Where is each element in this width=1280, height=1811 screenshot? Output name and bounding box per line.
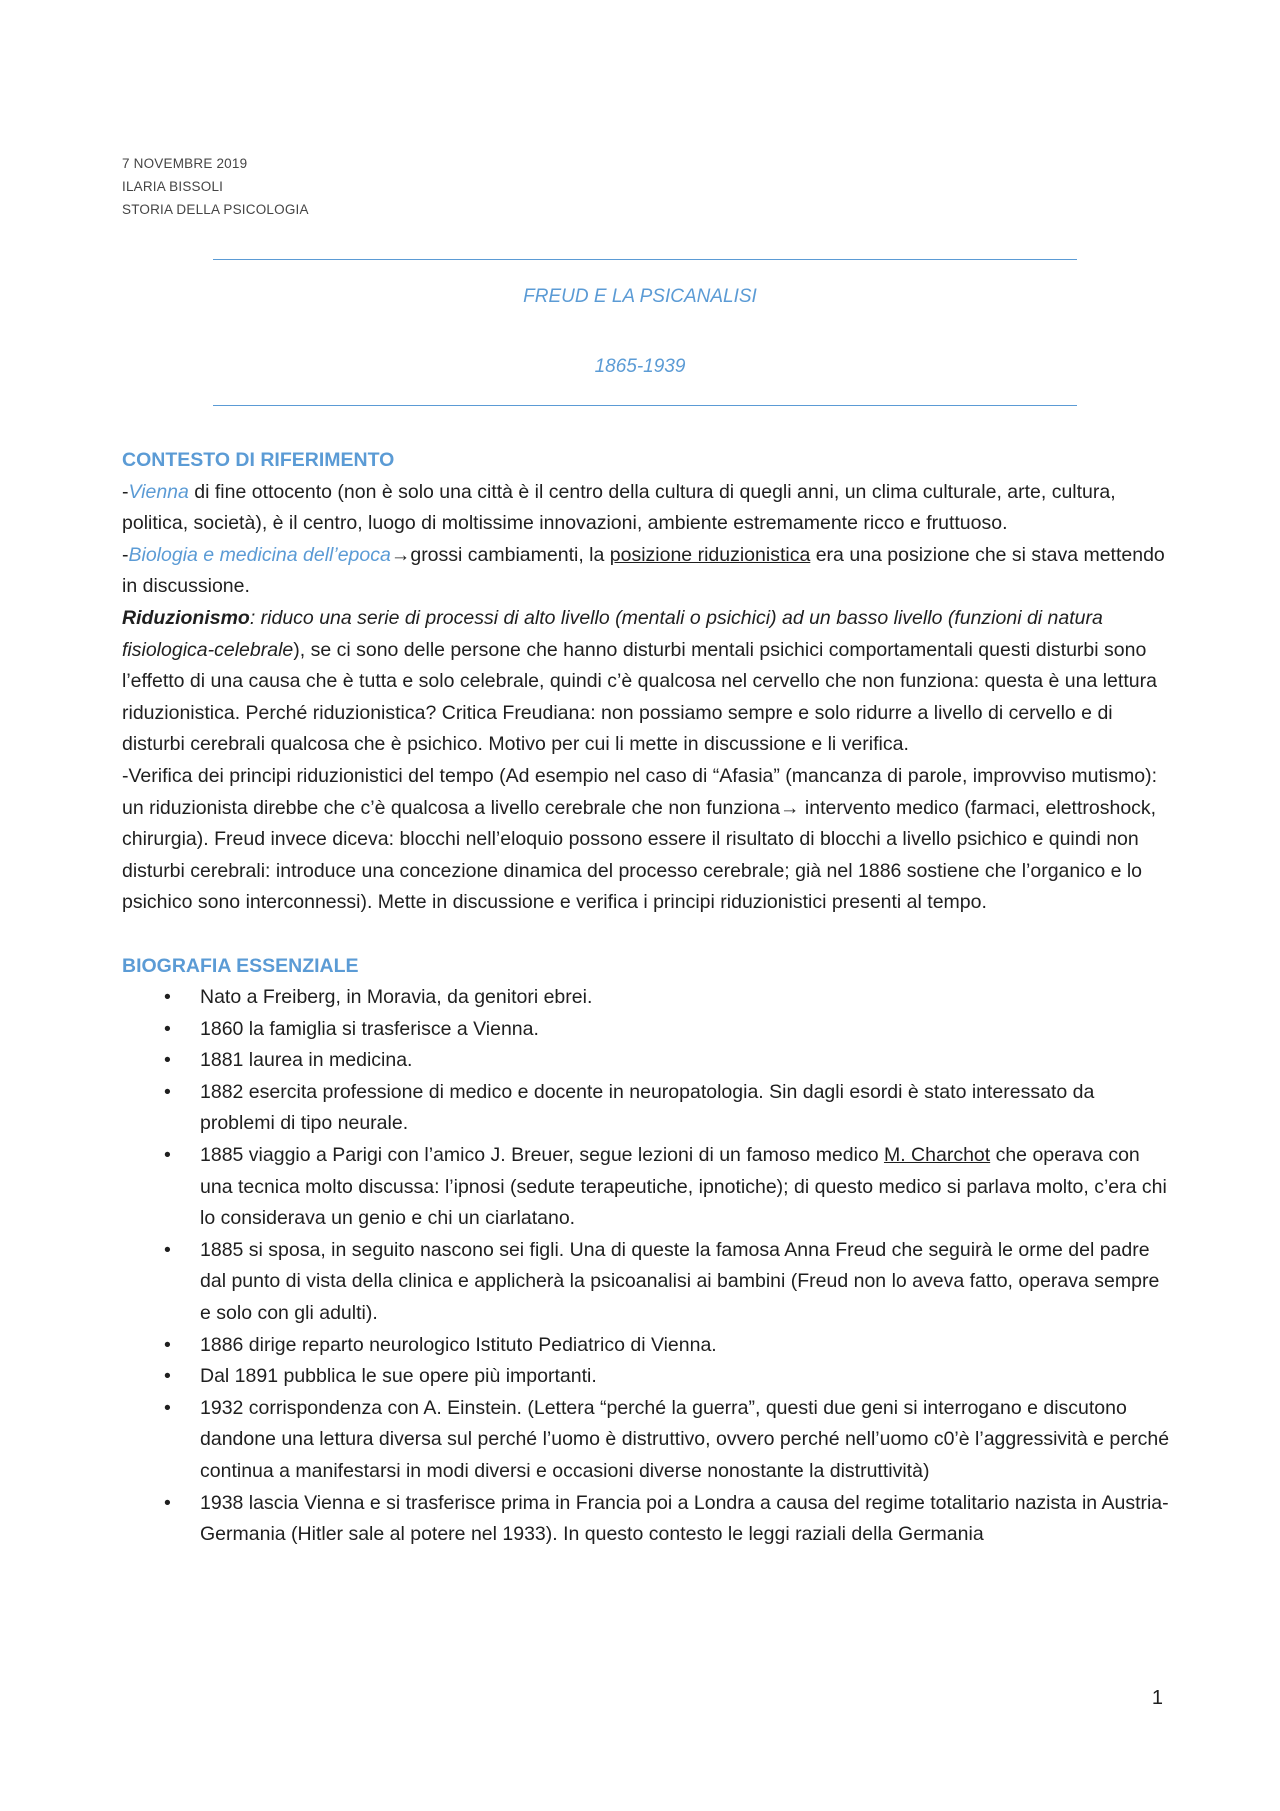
document-body <box>122 445 1172 1551</box>
list-item <box>122 982 1172 1014</box>
header-date: 7 NOVEMBRE 2019 <box>122 156 248 171</box>
title-bottom-rule <box>213 405 1077 406</box>
paragraph-verifica <box>122 761 1172 919</box>
list-item <box>122 1393 1172 1488</box>
paragraph-vienna <box>122 477 1172 540</box>
dash: - <box>122 480 129 503</box>
biologia-text-a: grossi cambiamenti, la <box>410 543 610 566</box>
section-heading-biografia: BIOGRAFIA ESSENZIALE <box>122 954 359 977</box>
list-item-text: Dal 1891 pubblica le sue opere più importanti. <box>200 1365 597 1388</box>
list-item-text: 1860 la famiglia si trasferisce a Vienna. <box>200 1017 539 1040</box>
page-number: 1 <box>1151 1687 1163 1709</box>
document-subtitle: 1865-1939 <box>594 356 686 377</box>
paragraph-riduzionismo <box>122 603 1172 761</box>
list-item-text: che operava con una tecnica molto discussa: l’ipnosi (sedute terapeutiche, ipnotiche); di questo medico si parlava molto, c’era chi lo considerava un genio e chi un ciarlatano. <box>200 1144 1167 1230</box>
list-item <box>122 1140 1172 1235</box>
verifica-text-a: -Verifica dei principi riduzionistici del tempo (Ad esempio nel caso di “Afasia” (mancanza di parole, improvviso mutismo): un riduzionista direbbe che c’è qualcosa a livello cerebrale che non funziona <box>122 764 1158 819</box>
riduzionismo-definition: : riduco una serie di processi di alto livello (mentali o psichici) ad un basso livello (funzioni di natura fisiologica-celebrale <box>122 606 1103 661</box>
list-item-text: 1882 esercita professione di medico e docente in neuropatologia. Sin dagli esordi è stato interessato da problemi di tipo neurale. <box>200 1080 1095 1135</box>
dash: - <box>122 543 129 566</box>
list-item-text: 1932 corrispondenza con A. Einstein. (Lettera “perché la guerra”, questi due geni si interrogano e discutono dandone una lettura diversa sul perché l’uomo è distruttivo, ovvero perché nell’uomo c0’è l’aggressività e perché continua a manifestarsi in modi diversi e occasioni diverse nonostante la distruttività) <box>200 1396 1170 1482</box>
bullet-icon: • <box>164 986 171 1009</box>
list-item-text: Nato a Freiberg, in Moravia, da genitori ebrei. <box>200 986 593 1009</box>
list-item <box>122 1330 1172 1362</box>
list-item <box>122 1077 1172 1140</box>
bullet-icon: • <box>164 1238 171 1261</box>
bullet-icon: • <box>164 1144 171 1167</box>
list-item-text: 1886 dirige reparto neurologico Istituto Pediatrico di Vienna. <box>200 1333 717 1356</box>
spacer <box>122 919 1172 951</box>
list-item <box>122 1045 1172 1077</box>
document-title: FREUD E LA PSICANALISI <box>523 286 757 307</box>
document-header <box>122 152 309 221</box>
header-course: STORIA DELLA PSICOLOGIA <box>122 202 309 217</box>
vienna-term: Vienna <box>128 480 189 503</box>
header-author: ILARIA BISSOLI <box>122 179 224 194</box>
biography-list <box>122 982 1172 1551</box>
bullet-icon: • <box>164 1365 171 1388</box>
section-heading-contesto: CONTESTO DI RIFERIMENTO <box>122 449 395 471</box>
verifica-text-b: intervento medico (farmaci, elettroshock, chirurgia). Freud invece diceva: blocchi nell’eloquio possono essere il risultato di blocchi a livello psichico e quindi non disturbi cerebrali: introduce una concezione dinamica del processo cerebrale; già nel 1886 sostiene che l’organico e lo psichico sono interconnessi). Mette in discussione e verifica i principi riduzionistici presenti al tempo. <box>122 796 1157 914</box>
list-item <box>122 1235 1172 1330</box>
bullet-icon: • <box>164 1080 171 1103</box>
arrow-icon: → <box>390 543 411 566</box>
list-item-text: 1885 si sposa, in seguito nascono sei figli. Una di queste la famosa Anna Freud che seguirà le orme del padre dal punto di vista della clinica e applicherà la psicoanalisi ai bambini (Freud non lo aveva fatto, operava sempre e solo con gli adulti). <box>200 1238 1160 1325</box>
riduzionismo-term: Riduzionismo <box>122 606 250 629</box>
list-item-text: 1881 laurea in medicina. <box>200 1049 413 1072</box>
bullet-icon: • <box>164 1333 171 1356</box>
arrow-icon: → <box>780 796 800 819</box>
list-item <box>122 1014 1172 1046</box>
list-item <box>122 1488 1172 1551</box>
vienna-text: di fine ottocento (non è solo una città è il centro della cultura di quegli anni, un clima culturale, arte, cultura, politica, società), è il centro, luogo di moltissime innovazioni, ambiente estremamente ricco e fruttuoso. <box>122 480 1116 535</box>
bullet-icon: • <box>164 1491 171 1514</box>
paragraph-biologia <box>122 540 1172 603</box>
bullet-icon: • <box>164 1396 171 1419</box>
list-item-text: 1885 viaggio a Parigi con l’amico J. Breuer, segue lezioni di un famoso medico <box>200 1144 884 1167</box>
riduzionismo-text: ), se ci sono delle persone che hanno disturbi mentali psichici comportamentali questi disturbi sono l’effetto di una causa che è tutta e solo celebrale, quindi c’è qualcosa nel cervello che non funziona: questa è una lettura riduzionistica. Perché riduzionistica? Critica Freudiana: non possiamo sempre e solo ridurre a livello di cervello e di disturbi cerebrali qualcosa che è psichico. Motivo per cui li mette in discussione e li verifica. <box>122 638 1157 756</box>
posizione-riduzionistica-link[interactable]: posizione riduzionistica <box>609 543 811 566</box>
biologia-term: Biologia e medicina dell’epoca <box>128 543 391 566</box>
list-item <box>122 1361 1172 1393</box>
bullet-icon: • <box>164 1017 171 1040</box>
list-item-text: 1938 lascia Vienna e si trasferisce prima in Francia poi a Londra a causa del regime totalitario nazista in Austria-Germania (Hitler sale al potere nel 1933). In questo contesto le leggi raziali della Germania <box>200 1491 1169 1546</box>
title-top-rule <box>213 259 1077 260</box>
charchot-link[interactable]: M. Charchot <box>883 1144 991 1167</box>
bullet-icon: • <box>164 1049 171 1072</box>
biologia-text-b: era una posizione che si stava mettendo in discussione. <box>122 543 1165 598</box>
